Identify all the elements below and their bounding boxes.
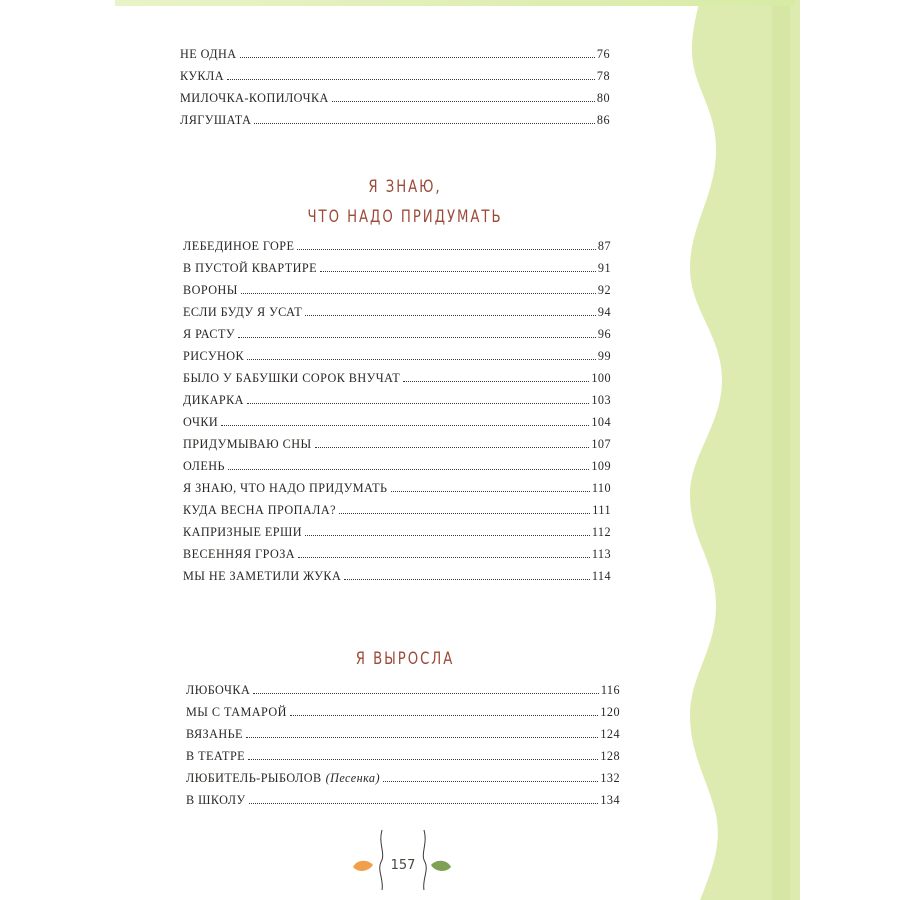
toc-entry[interactable] (183, 239, 611, 253)
section-heading-i-grew-up (284, 646, 526, 672)
toc-entry-title: ВОРОНЫ (183, 283, 238, 297)
section-heading-line: ЧТО НАДО ПРИДУМАТЬ (307, 207, 503, 227)
toc-entry-title: ВЯЗАНЬЕ (186, 727, 243, 741)
toc-entry-title: ЛЕБЕДИНОЕ ГОРЕ (183, 239, 295, 253)
toc-entry[interactable] (186, 727, 620, 741)
dot-leader (297, 248, 595, 250)
dot-leader (403, 380, 589, 382)
dot-leader (247, 358, 596, 360)
toc-entry-page: 113 (591, 547, 611, 561)
toc-entry-title: КУДА ВЕСНА ПРОПАЛА? (183, 503, 336, 517)
toc-entry-page: 104 (591, 415, 611, 429)
toc-entry-title: Я ЗНАЮ, ЧТО НАДО ПРИДУМАТЬ (183, 481, 388, 495)
toc-entry-title: НЕ ОДНА (180, 47, 237, 61)
dot-leader (253, 692, 599, 694)
toc-entry-title: ОЛЕНЬ (183, 459, 225, 473)
dot-leader (320, 270, 596, 272)
toc-entry-title: ЛЯГУШАТА (180, 113, 252, 127)
toc-entry-title: МЫ НЕ ЗАМЕТИЛИ ЖУКА (183, 569, 342, 583)
toc-entry-page: 128 (600, 749, 620, 763)
toc-entry-page: 96 (597, 327, 611, 341)
dot-leader (247, 402, 589, 404)
toc-entry-title: ЛЮБИТЕЛЬ-РЫБОЛОВ (186, 771, 322, 785)
toc-entry-title: МИЛОЧКА-КОПИЛОЧКА (180, 91, 329, 105)
toc-entry-page: 76 (596, 47, 610, 61)
toc-entry-title: КУКЛА (180, 69, 224, 83)
toc-entry[interactable] (183, 393, 611, 407)
toc-entry[interactable] (183, 327, 611, 341)
toc-entry-page: 100 (591, 371, 611, 385)
toc-entry-page: 103 (591, 393, 611, 407)
toc-entry-page: 120 (600, 705, 620, 719)
dot-leader (238, 336, 596, 338)
toc-entry[interactable] (183, 547, 611, 561)
toc-entry-title: ОЧКИ (183, 415, 219, 429)
dot-leader (344, 578, 590, 580)
toc-entry-page: 132 (600, 771, 620, 785)
dot-leader (241, 292, 596, 294)
toc-entry-title: КАПРИЗНЫЕ ЕРШИ (183, 525, 302, 539)
dot-leader (240, 56, 595, 58)
dot-leader (332, 100, 595, 102)
toc-entry-title: В ТЕАТРЕ (186, 749, 246, 763)
toc-entry[interactable] (183, 525, 611, 539)
toc-entry-page: 99 (597, 349, 611, 363)
dot-leader (339, 512, 590, 514)
toc-entry[interactable] (183, 503, 611, 517)
toc-entry-title: В ШКОЛУ (186, 793, 246, 807)
toc-entry-title: ЛЮБОЧКА (186, 683, 251, 697)
section-heading-line: Я ЗНАЮ, (368, 177, 442, 197)
toc-entry-subtitle: (Песенка) (325, 771, 380, 785)
toc-entry[interactable] (183, 437, 611, 451)
page-number: 157 (390, 858, 416, 873)
toc-entry[interactable] (183, 415, 611, 429)
toc-entry-page: 124 (600, 727, 620, 741)
toc-entry[interactable] (183, 371, 611, 385)
dot-leader (315, 446, 590, 448)
toc-entry-page: 91 (597, 261, 611, 275)
toc-entry[interactable] (186, 771, 620, 785)
toc-entry[interactable] (186, 749, 620, 763)
toc-entry-page: 114 (591, 569, 611, 583)
toc-entry[interactable] (183, 305, 611, 319)
toc-entry[interactable] (186, 683, 620, 697)
toc-entry-title: ЕСЛИ БУДУ Я УСАТ (183, 305, 303, 319)
toc-entry-page: 92 (597, 283, 611, 297)
dot-leader (249, 802, 599, 804)
dot-leader (254, 122, 595, 124)
toc-entry-page: 107 (591, 437, 611, 451)
toc-entry-page: 86 (596, 113, 610, 127)
dot-leader (221, 424, 589, 426)
toc-entry[interactable] (183, 481, 611, 495)
toc-entry-page: 94 (597, 305, 611, 319)
top-green-strip (115, 0, 795, 6)
toc-entry[interactable] (180, 47, 610, 61)
toc-entry-page: 80 (596, 91, 610, 105)
toc-entry[interactable] (180, 91, 610, 105)
toc-entry[interactable] (186, 793, 620, 807)
toc-entry-page: 111 (592, 503, 611, 517)
toc-entry-title: В ПУСТОЙ КВАРТИРЕ (183, 261, 318, 275)
toc-entry-page: 134 (600, 793, 620, 807)
dot-leader (246, 736, 598, 738)
toc-entry-title: ВЕСЕННЯЯ ГРОЗА (183, 547, 296, 561)
dot-leader (228, 468, 589, 470)
toc-entry-page: 109 (591, 459, 611, 473)
toc-entry[interactable] (180, 69, 610, 83)
toc-entry-page: 112 (591, 525, 611, 539)
section-heading-line: Я ВЫРОСЛА (355, 649, 455, 669)
dot-leader (248, 758, 598, 760)
toc-entry[interactable] (183, 459, 611, 473)
toc-entry[interactable] (180, 113, 610, 127)
toc-entry[interactable] (183, 261, 611, 275)
toc-entry-title: БЫЛО У БАБУШКИ СОРОК ВНУЧАТ (183, 371, 401, 385)
toc-entry[interactable] (183, 349, 611, 363)
toc-entry-title: МЫ С ТАМАРОЙ (186, 705, 287, 719)
dot-leader (383, 780, 598, 782)
dot-leader (298, 556, 590, 558)
section-heading-i-know (284, 172, 526, 232)
page-number-ornament (368, 830, 438, 890)
toc-entry-title: ПРИДУМЫВАЮ СНЫ (183, 437, 312, 451)
toc-entry[interactable] (186, 705, 620, 719)
toc-entry-title: ДИКАРКА (183, 393, 244, 407)
dot-leader (391, 490, 590, 492)
toc-entry-title: РИСУНОК (183, 349, 245, 363)
toc-entry-page: 78 (596, 69, 610, 83)
toc-entry-title: Я РАСТУ (183, 327, 235, 341)
toc-entry[interactable] (183, 283, 611, 297)
dot-leader (227, 78, 595, 80)
dot-leader (305, 314, 596, 316)
toc-entry-page: 110 (591, 481, 611, 495)
dot-leader (305, 534, 590, 536)
toc-entry[interactable] (183, 569, 611, 583)
toc-entry-page: 87 (597, 239, 611, 253)
dot-leader (290, 714, 598, 716)
toc-entry-page: 116 (600, 683, 620, 697)
